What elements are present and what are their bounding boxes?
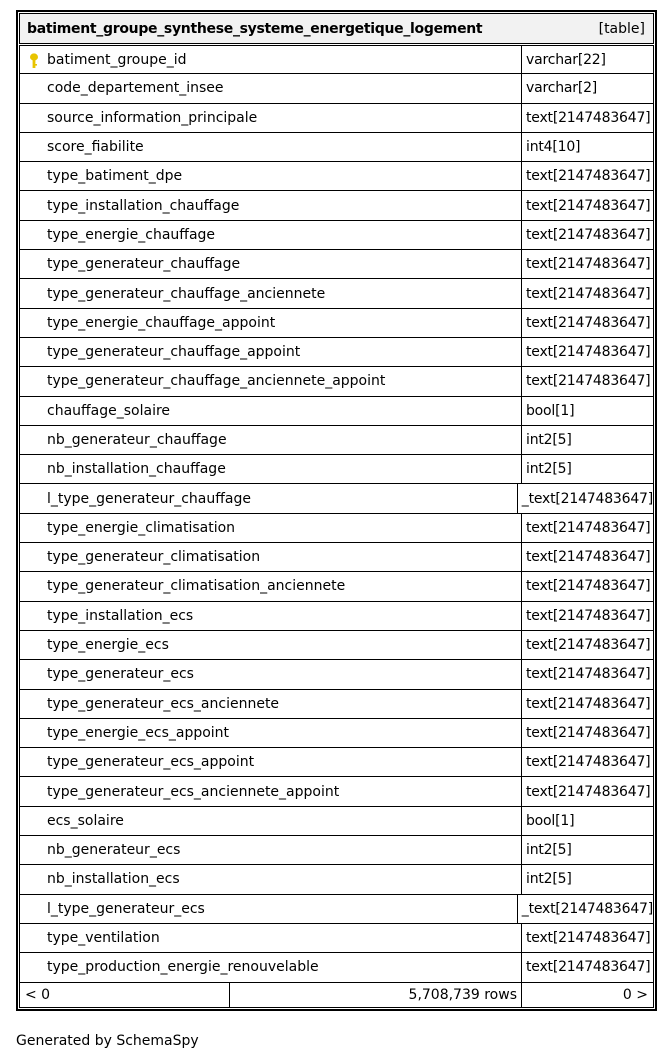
table-row[interactable] bbox=[19, 602, 654, 631]
generated-by-label: Generated by SchemaSpy bbox=[16, 1033, 199, 1049]
column-type: text[2147483647] bbox=[522, 279, 654, 308]
column-name[interactable] bbox=[19, 162, 522, 191]
column-type: text[2147483647] bbox=[522, 690, 654, 719]
column-name-text: type_installation_chauffage bbox=[47, 197, 240, 214]
column-name-text: type_generateur_ecs_anciennete_appoint bbox=[47, 783, 340, 800]
table-row[interactable] bbox=[19, 631, 654, 660]
column-name[interactable] bbox=[19, 426, 522, 455]
column-type: varchar[22] bbox=[522, 45, 654, 74]
column-name-text: type_generateur_ecs bbox=[47, 666, 194, 683]
column-name[interactable] bbox=[19, 543, 522, 572]
column-name-text: type_generateur_climatisation_anciennete bbox=[47, 578, 346, 595]
column-name[interactable] bbox=[19, 133, 522, 162]
column-name[interactable] bbox=[19, 807, 522, 836]
column-name-text: type_generateur_chauffage_anciennete_appoint bbox=[47, 373, 386, 390]
column-type: text[2147483647] bbox=[522, 191, 654, 220]
column-type: int2[5] bbox=[522, 836, 654, 865]
table-row[interactable] bbox=[19, 221, 654, 250]
column-type: text[2147483647] bbox=[522, 338, 654, 367]
table-row[interactable] bbox=[19, 777, 654, 806]
column-name[interactable] bbox=[19, 719, 522, 748]
column-name[interactable] bbox=[19, 865, 522, 894]
column-type: text[2147483647] bbox=[522, 162, 654, 191]
column-name-text: nb_generateur_ecs bbox=[47, 842, 181, 859]
column-name-text: type_generateur_chauffage bbox=[47, 256, 241, 273]
column-name[interactable] bbox=[19, 279, 522, 308]
table-row[interactable] bbox=[19, 543, 654, 572]
row-count: 5,708,739 rows bbox=[230, 983, 522, 1008]
column-type: text[2147483647] bbox=[522, 367, 654, 396]
children-count[interactable]: 0 > bbox=[522, 983, 654, 1008]
column-name-text: source_information_principale bbox=[47, 109, 258, 126]
column-name[interactable] bbox=[19, 748, 522, 777]
column-type: text[2147483647] bbox=[522, 631, 654, 660]
column-type: _text[2147483647] bbox=[518, 484, 654, 513]
table-row[interactable] bbox=[19, 133, 654, 162]
table-row[interactable] bbox=[19, 367, 654, 396]
column-type: int2[5] bbox=[522, 455, 654, 484]
table-row[interactable] bbox=[19, 455, 654, 484]
table-row[interactable] bbox=[19, 895, 654, 924]
column-name-text: type_production_energie_renouvelable bbox=[47, 959, 319, 976]
column-type: text[2147483647] bbox=[522, 924, 654, 953]
column-type: text[2147483647] bbox=[522, 250, 654, 279]
table-row[interactable] bbox=[19, 45, 654, 74]
table-row[interactable] bbox=[19, 484, 654, 513]
table-row[interactable] bbox=[19, 397, 654, 426]
column-name-text: l_type_generateur_ecs bbox=[47, 900, 205, 917]
column-name[interactable] bbox=[19, 690, 522, 719]
column-name-text: nb_installation_ecs bbox=[47, 871, 180, 888]
column-name-text: nb_generateur_chauffage bbox=[47, 432, 227, 448]
parents-count[interactable]: < 0 bbox=[19, 983, 230, 1008]
column-name-text: type_generateur_climatisation bbox=[47, 549, 261, 566]
table-row[interactable] bbox=[19, 162, 654, 191]
column-name-text: score_fiabilite bbox=[47, 139, 144, 156]
column-type: text[2147483647] bbox=[522, 748, 654, 777]
column-name[interactable] bbox=[19, 309, 522, 338]
column-name-text: batiment_groupe_id bbox=[47, 51, 187, 68]
column-type: text[2147483647] bbox=[522, 719, 654, 748]
table-row[interactable] bbox=[19, 514, 654, 543]
column-type: text[2147483647] bbox=[522, 104, 654, 133]
table-row[interactable] bbox=[19, 807, 654, 836]
column-type: text[2147483647] bbox=[522, 660, 654, 689]
column-name-text: l_type_generateur_chauffage bbox=[47, 490, 251, 507]
column-name-text: type_energie_chauffage bbox=[47, 226, 216, 243]
column-name-text: type_energie_ecs_appoint bbox=[47, 724, 230, 741]
column-type: int2[5] bbox=[522, 426, 654, 455]
table-row[interactable] bbox=[19, 338, 654, 367]
column-name-text: type_batiment_dpe bbox=[47, 168, 183, 185]
column-name-text: chauffage_solaire bbox=[47, 402, 171, 419]
column-name[interactable] bbox=[19, 514, 522, 543]
column-list bbox=[19, 45, 654, 983]
column-name[interactable] bbox=[19, 572, 522, 601]
key-icon bbox=[29, 53, 39, 69]
column-type: text[2147483647] bbox=[522, 514, 654, 543]
column-name[interactable] bbox=[19, 602, 522, 631]
table-row[interactable] bbox=[19, 690, 654, 719]
column-name-text: type_generateur_chauffage_appoint bbox=[47, 344, 301, 361]
column-name[interactable] bbox=[19, 484, 518, 513]
column-name[interactable] bbox=[19, 836, 522, 865]
column-name[interactable] bbox=[19, 250, 522, 279]
table-row[interactable] bbox=[19, 104, 654, 133]
column-name[interactable] bbox=[19, 895, 518, 924]
table-row[interactable] bbox=[19, 309, 654, 338]
column-name-text: code_departement_insee bbox=[47, 80, 224, 97]
table-footer bbox=[19, 983, 654, 1008]
table-row[interactable] bbox=[19, 191, 654, 220]
table-row[interactable] bbox=[19, 279, 654, 308]
column-type: _text[2147483647] bbox=[518, 895, 654, 924]
column-name-text: type_generateur_chauffage_anciennete bbox=[47, 285, 326, 302]
column-name[interactable] bbox=[19, 631, 522, 660]
column-type: int2[5] bbox=[522, 865, 654, 894]
table-row[interactable] bbox=[19, 660, 654, 689]
column-name-text: type_ventilation bbox=[47, 930, 160, 947]
table-row[interactable] bbox=[19, 748, 654, 777]
table-row[interactable] bbox=[19, 865, 654, 894]
schema-table bbox=[16, 10, 657, 1011]
table-row[interactable] bbox=[19, 250, 654, 279]
column-name[interactable] bbox=[19, 191, 522, 220]
column-name-text: type_generateur_ecs_anciennete bbox=[47, 695, 280, 712]
column-type: varchar[2] bbox=[522, 74, 654, 103]
column-type: bool[1] bbox=[522, 807, 654, 836]
column-name-text: type_energie_climatisation bbox=[47, 519, 236, 536]
column-name-text: type_generateur_ecs_appoint bbox=[47, 754, 255, 771]
column-type: text[2147483647] bbox=[522, 543, 654, 572]
table-name[interactable]: batiment_groupe_synthese_systeme_energetique_logement bbox=[27, 20, 483, 37]
column-name[interactable] bbox=[19, 660, 522, 689]
column-name-text: type_installation_ecs bbox=[47, 607, 194, 624]
column-type: text[2147483647] bbox=[522, 572, 654, 601]
column-type: int4[10] bbox=[522, 133, 654, 162]
column-name-text: nb_installation_chauffage bbox=[47, 461, 226, 478]
column-name[interactable] bbox=[19, 777, 522, 806]
column-name[interactable] bbox=[19, 953, 522, 982]
table-row[interactable] bbox=[19, 924, 654, 953]
column-type: text[2147483647] bbox=[522, 221, 654, 250]
table-row[interactable] bbox=[19, 74, 654, 103]
table-row[interactable] bbox=[19, 719, 654, 748]
column-type: text[2147483647] bbox=[522, 777, 654, 806]
column-type: bool[1] bbox=[522, 397, 654, 426]
column-name[interactable] bbox=[19, 104, 522, 133]
table-row[interactable] bbox=[19, 836, 654, 865]
column-type: text[2147483647] bbox=[522, 309, 654, 338]
column-name[interactable] bbox=[19, 221, 522, 250]
table-row[interactable] bbox=[19, 572, 654, 601]
table-row[interactable] bbox=[19, 953, 654, 982]
column-name[interactable] bbox=[19, 74, 522, 103]
table-header[interactable] bbox=[19, 13, 654, 44]
column-name[interactable] bbox=[19, 45, 522, 74]
column-name-text: type_energie_chauffage_appoint bbox=[47, 314, 276, 331]
column-name[interactable] bbox=[19, 338, 522, 367]
column-type: text[2147483647] bbox=[522, 602, 654, 631]
table-kind: [table] bbox=[598, 20, 645, 37]
column-name[interactable] bbox=[19, 924, 522, 953]
column-name[interactable] bbox=[19, 367, 522, 396]
column-name-text: ecs_solaire bbox=[47, 812, 124, 829]
column-name[interactable] bbox=[19, 455, 522, 484]
column-type: text[2147483647] bbox=[522, 953, 654, 982]
column-name[interactable] bbox=[19, 397, 522, 426]
column-name-text: type_energie_ecs bbox=[47, 637, 169, 654]
table-row[interactable] bbox=[19, 426, 654, 455]
